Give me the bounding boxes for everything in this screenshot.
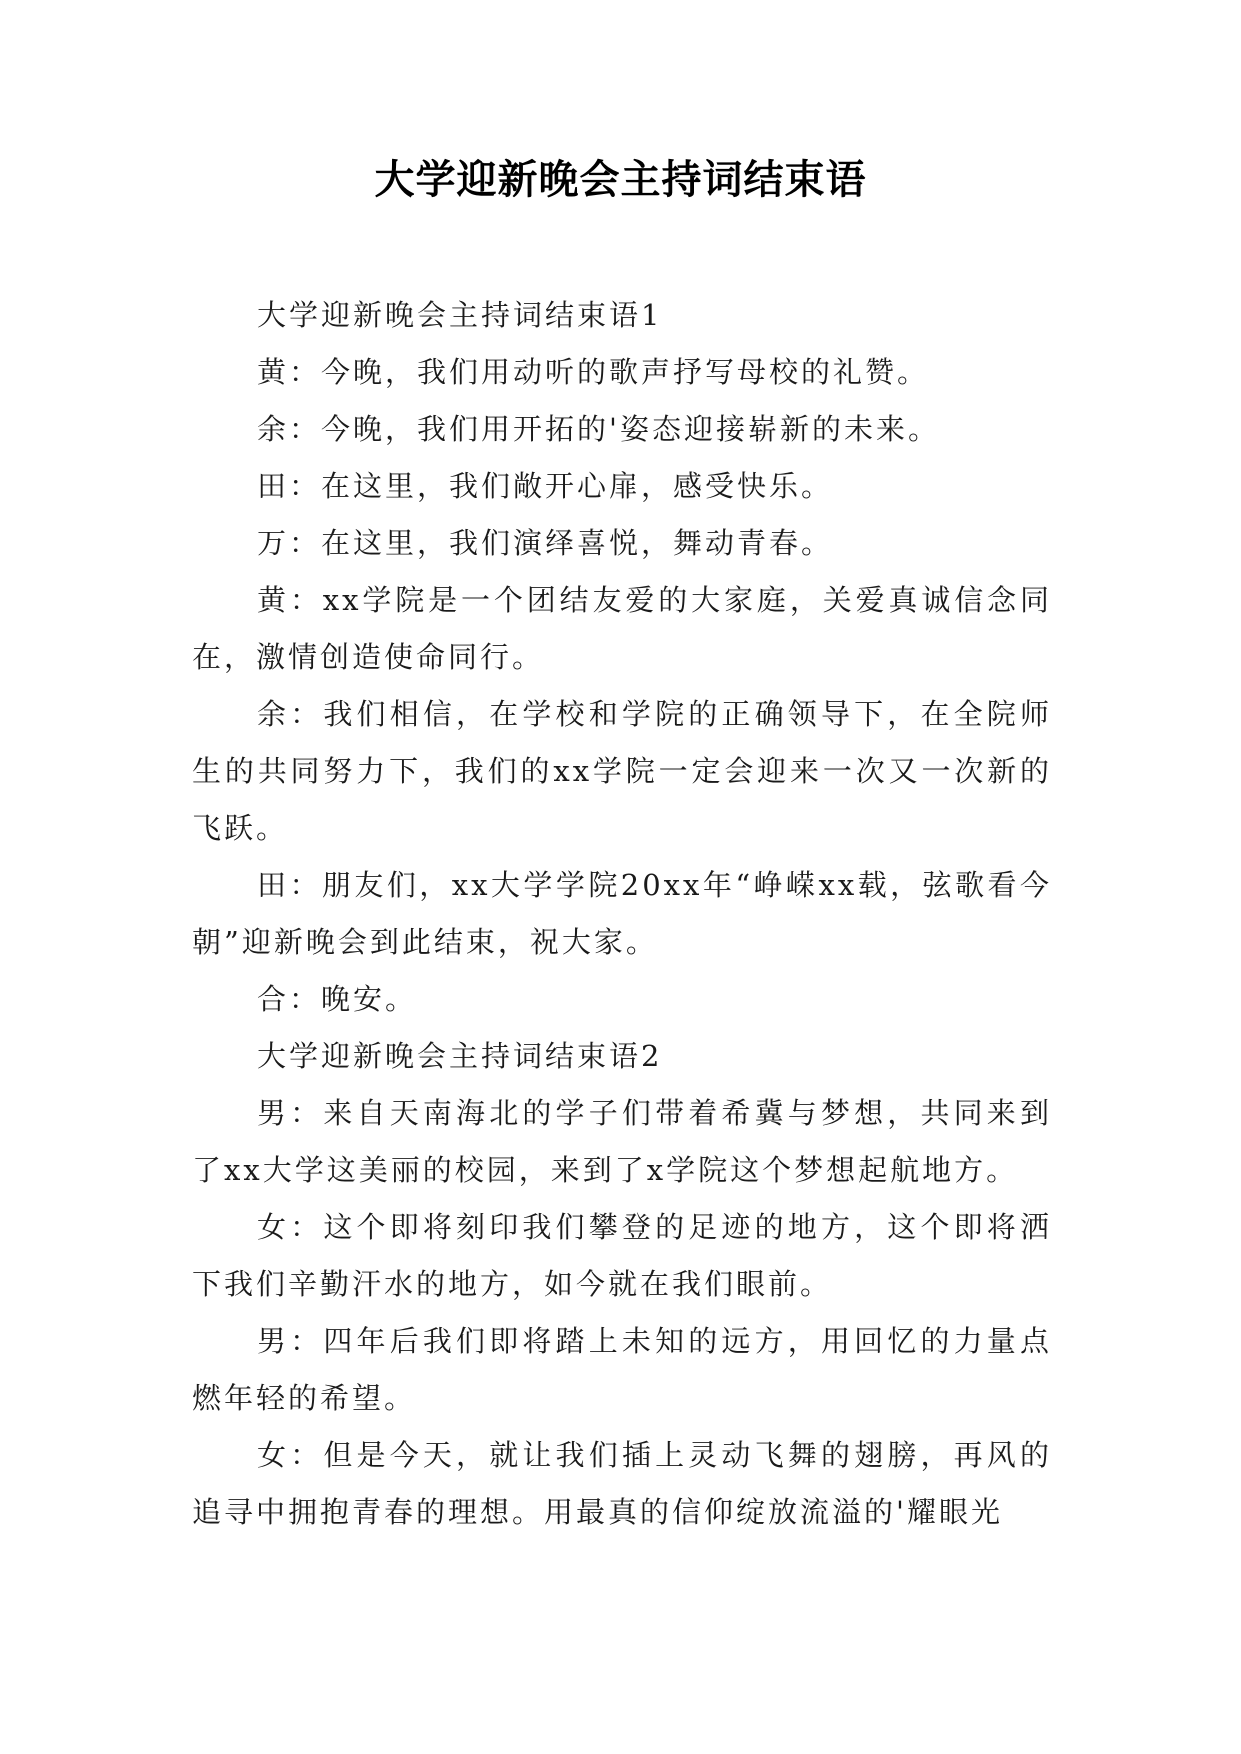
section-heading-2: 大学迎新晚会主持词结束语2 (257, 1039, 663, 1073)
paragraph: 女：但是今天，就让我们插上灵动飞舞的翅膀，再风的追寻中拥抱青春的理想。用最真的信仰绽放流溢的'耀眼光 (192, 1438, 1052, 1529)
paragraph: 余：我们相信，在学校和学院的正确领导下，在全院师生的共同努力下，我们的xx学院一定会迎来一次又一次新的飞跃。 (192, 697, 1052, 845)
paragraph: 田：朋友们，xx大学学院20xx年“峥嵘xx载，弦歌看今朝”迎新晚会到此结束，祝大家。 (192, 868, 1052, 959)
paragraph: 黄：xx学院是一个团结友爱的大家庭，关爱真诚信念同在，激情创造使命同行。 (192, 583, 1052, 674)
paragraph: 黄：今晚，我们用动听的歌声抒写母校的礼赞。 (257, 355, 930, 389)
section-heading-1: 大学迎新晚会主持词结束语1 (257, 298, 663, 332)
document-body (192, 287, 1052, 1541)
paragraph: 合：晚安。 (257, 982, 418, 1016)
paragraph: 女：这个即将刻印我们攀登的足迹的地方，这个即将洒下我们辛勤汗水的地方，如今就在我们眼前。 (192, 1210, 1052, 1301)
paragraph: 男：来自天南海北的学子们带着希冀与梦想，共同来到了xx大学这美丽的校园，来到了x学院这个梦想起航地方。 (192, 1096, 1052, 1187)
document-title: 大学迎新晚会主持词结束语 (374, 157, 867, 203)
paragraph: 田：在这里，我们敞开心扉，感受快乐。 (257, 469, 834, 503)
paragraph: 万：在这里，我们演绎喜悦，舞动青春。 (257, 526, 834, 560)
paragraph: 余：今晚，我们用开拓的'姿态迎接崭新的未来。 (257, 412, 940, 446)
paragraph: 男：四年后我们即将踏上未知的远方，用回忆的力量点燃年轻的希望。 (192, 1324, 1052, 1415)
